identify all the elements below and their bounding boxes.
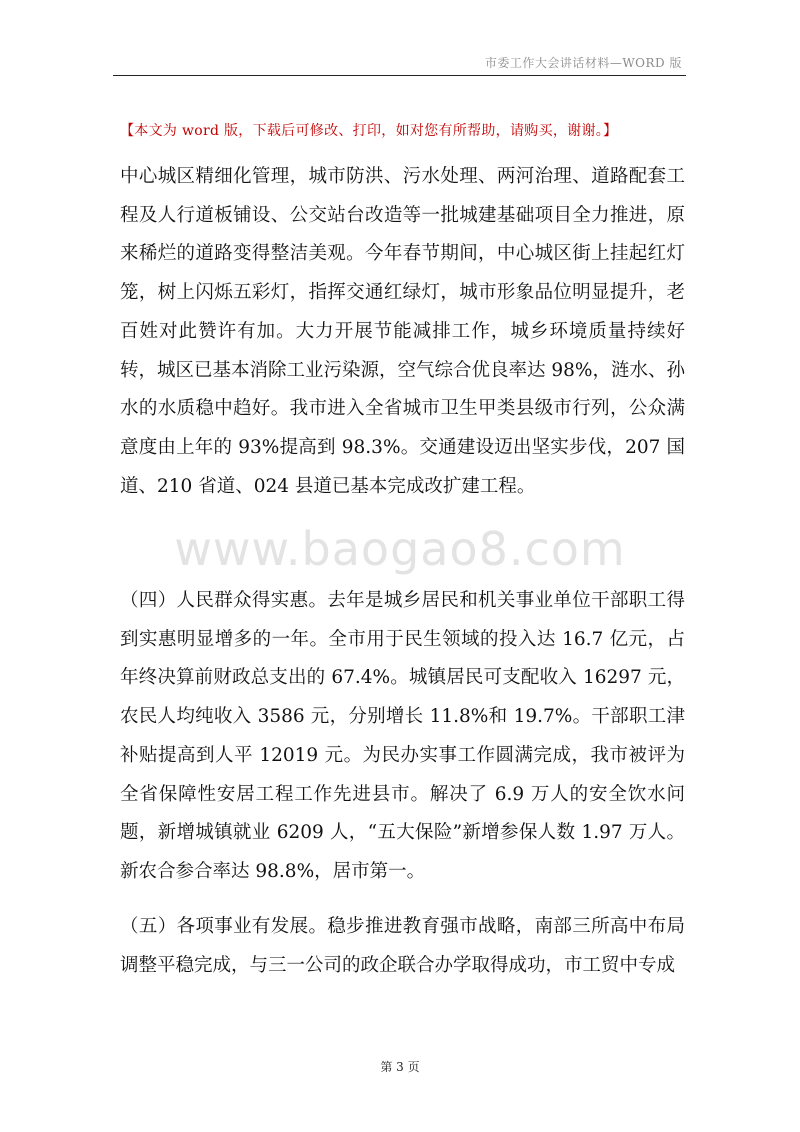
body-paragraph: （五）各项事业有发展。稳步推进教育强市战略，南部三所高中布局调整平稳完成，与三一公司的政企联合办学取得成功，市工贸中专成 [120, 916, 685, 976]
page-header-title: 市委工作大会讲话材料—WORD 版 [484, 56, 682, 70]
download-notice: 【本文为 word 版，下载后可修改、打印，如对您有所帮助，请购买，谢谢。】 [120, 123, 618, 139]
header-divider [113, 75, 686, 76]
body-paragraph: （四）人民群众得实惠。去年是城乡居民和机关事业单位干部职工得到实惠明显增多的一年。全市用于民生领域的投入达 16.7 亿元，占年终决算前财政总支出的 67.4%。城镇居民可支配收入 16297 元，农民人均纯收入 3586 元，分别增长 11.8%和 19.7%。干部职工津补贴提高到人平 12019 元。为民办实事工作圆满完成，我市被评为全省保障性安居工程工作先进县市。解决了 6.9 万人的安全饮水问题，新增城镇就业 6209 人，“五大保险”新增参保人数 1.97 万人。新农合参合率达 98.8%，居市第一。 [120, 590, 685, 882]
watermark: www.baogao8.com [174, 522, 626, 576]
body-paragraph: 中心城区精细化管理，城市防洪、污水处理、两河治理、道路配套工程及人行道板铺设、公交站台改造等一批城建基础项目全力推进，原来稀烂的道路变得整洁美观。今年春节期间，中心城区街上挂起红灯笼，树上闪烁五彩灯，指挥交通红绿灯，城市形象品位明显提升，老百姓对此赞许有加。大力开展节能减排工作，城乡环境质量持续好转，城区已基本消除工业污染源，空气综合优良率达 98%，涟水、孙水的水质稳中趋好。我市进入全省城市卫生甲类县级市行列，公众满意度由上年的 93%提高到 98.3%。交通建设迈出坚实步伐，207 国道、210 省道、024 县道已基本完成改扩建工程。 [120, 166, 686, 497]
page-number: 第 3 页 [380, 1060, 420, 1074]
